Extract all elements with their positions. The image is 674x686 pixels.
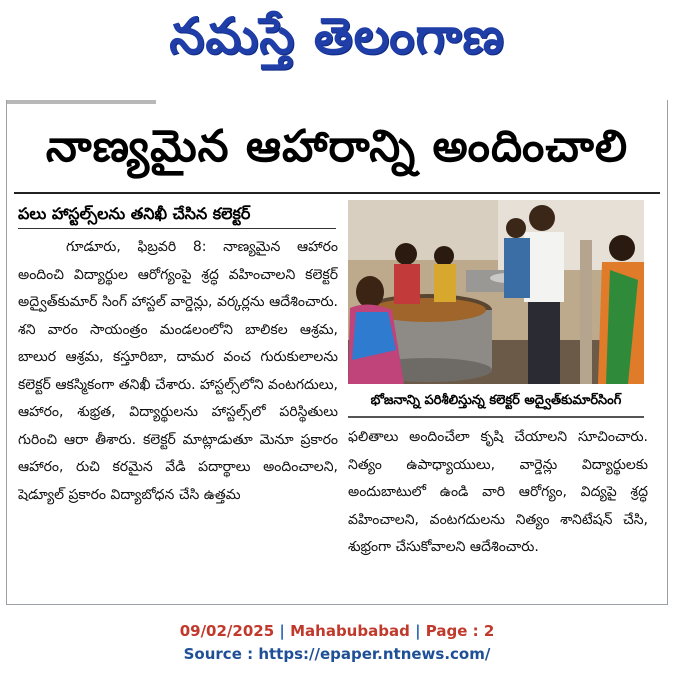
footer-separator: | <box>279 622 291 640</box>
footer-edition: Mahabubabad <box>290 622 410 640</box>
footer-source: Source : https://epaper.ntnews.com/ <box>183 645 491 663</box>
footer-date: 09/02/2025 <box>179 622 275 640</box>
footer-page: Page : 2 <box>425 622 495 640</box>
article-body-left <box>18 234 338 594</box>
photo-caption: భోజనాన్ని పరిశీలిస్తున్న కలెక్టర్ అద్వైత్‌కుమార్‌సింగ్ <box>348 386 644 418</box>
article-body-right <box>348 424 648 594</box>
article-subheadline: పలు హాస్టల్స్‌లను తనిఖీ చేసిన కలెక్టర్ <box>18 204 251 223</box>
newspaper-logo: నమస్తే తెలంగాణ <box>169 7 505 65</box>
masthead <box>0 0 674 80</box>
article-photo <box>348 200 644 384</box>
subheadline-divider <box>18 228 336 229</box>
footer-separator: | <box>415 622 426 640</box>
body-left-text: గూడూరు, ఫిబ్రవరి 8: నాణ్యమైన ఆహారం అందించి విద్యార్థుల ఆరోగ్యంపై శ్రద్ధ వహించాలని కలెక్టర్ అద్వైత్‌కుమార్ సింగ్ హాస్టల్ వార్డెన్లు, వర్కర్లను ఆదేశించారు. శని వారం సాయంత్రం మండలంలోని బాలికల ఆశ్రమ, బాలుర ఆశ్రమ, కస్తూరిబా, దామర వంచ గురుకులాలను కలెక్టర్ ఆకస్మికంగా తనిఖీ చేశారు. హాస్టల్స్‌లోని వంటగదులు, ఆహారం, శుభ్రత, విద్యార్థులను హాస్టల్స్‌లో పరిస్థితులు గురించి ఆరా తీశారు. కలెక్టర్ మాట్లాడుతూ మెనూ ప్రకారం ఆహారం, రుచి కరమైన వేడి పదార్థాలు అందించాలని, షెడ్యూల్ ప్రకారం విద్యాబోధన చేసి ఉత్తమ <box>18 239 338 503</box>
footer-edition-line <box>0 622 674 640</box>
headline-divider <box>14 192 660 194</box>
body-right-text: ఫలితాలు అందించేలా కృషి చేయాలని సూచించారు. నిత్యం ఉపాధ్యాయులు, వార్డెన్లు విద్యార్థులకు అందుబాటులో ఉండి వారి ఆరోగ్యం, విద్యపై శ్రద్ధ వహించాలని, వంటగదులను నిత్యం శానిటేషన్ చేసి, శుభ్రంగా చేసుకోవాలని ఆదేశించారు. <box>348 429 648 555</box>
article-headline: నాణ్యమైన ఆహారాన్ని అందించాలి <box>45 121 629 172</box>
photo-illustration <box>348 200 644 384</box>
